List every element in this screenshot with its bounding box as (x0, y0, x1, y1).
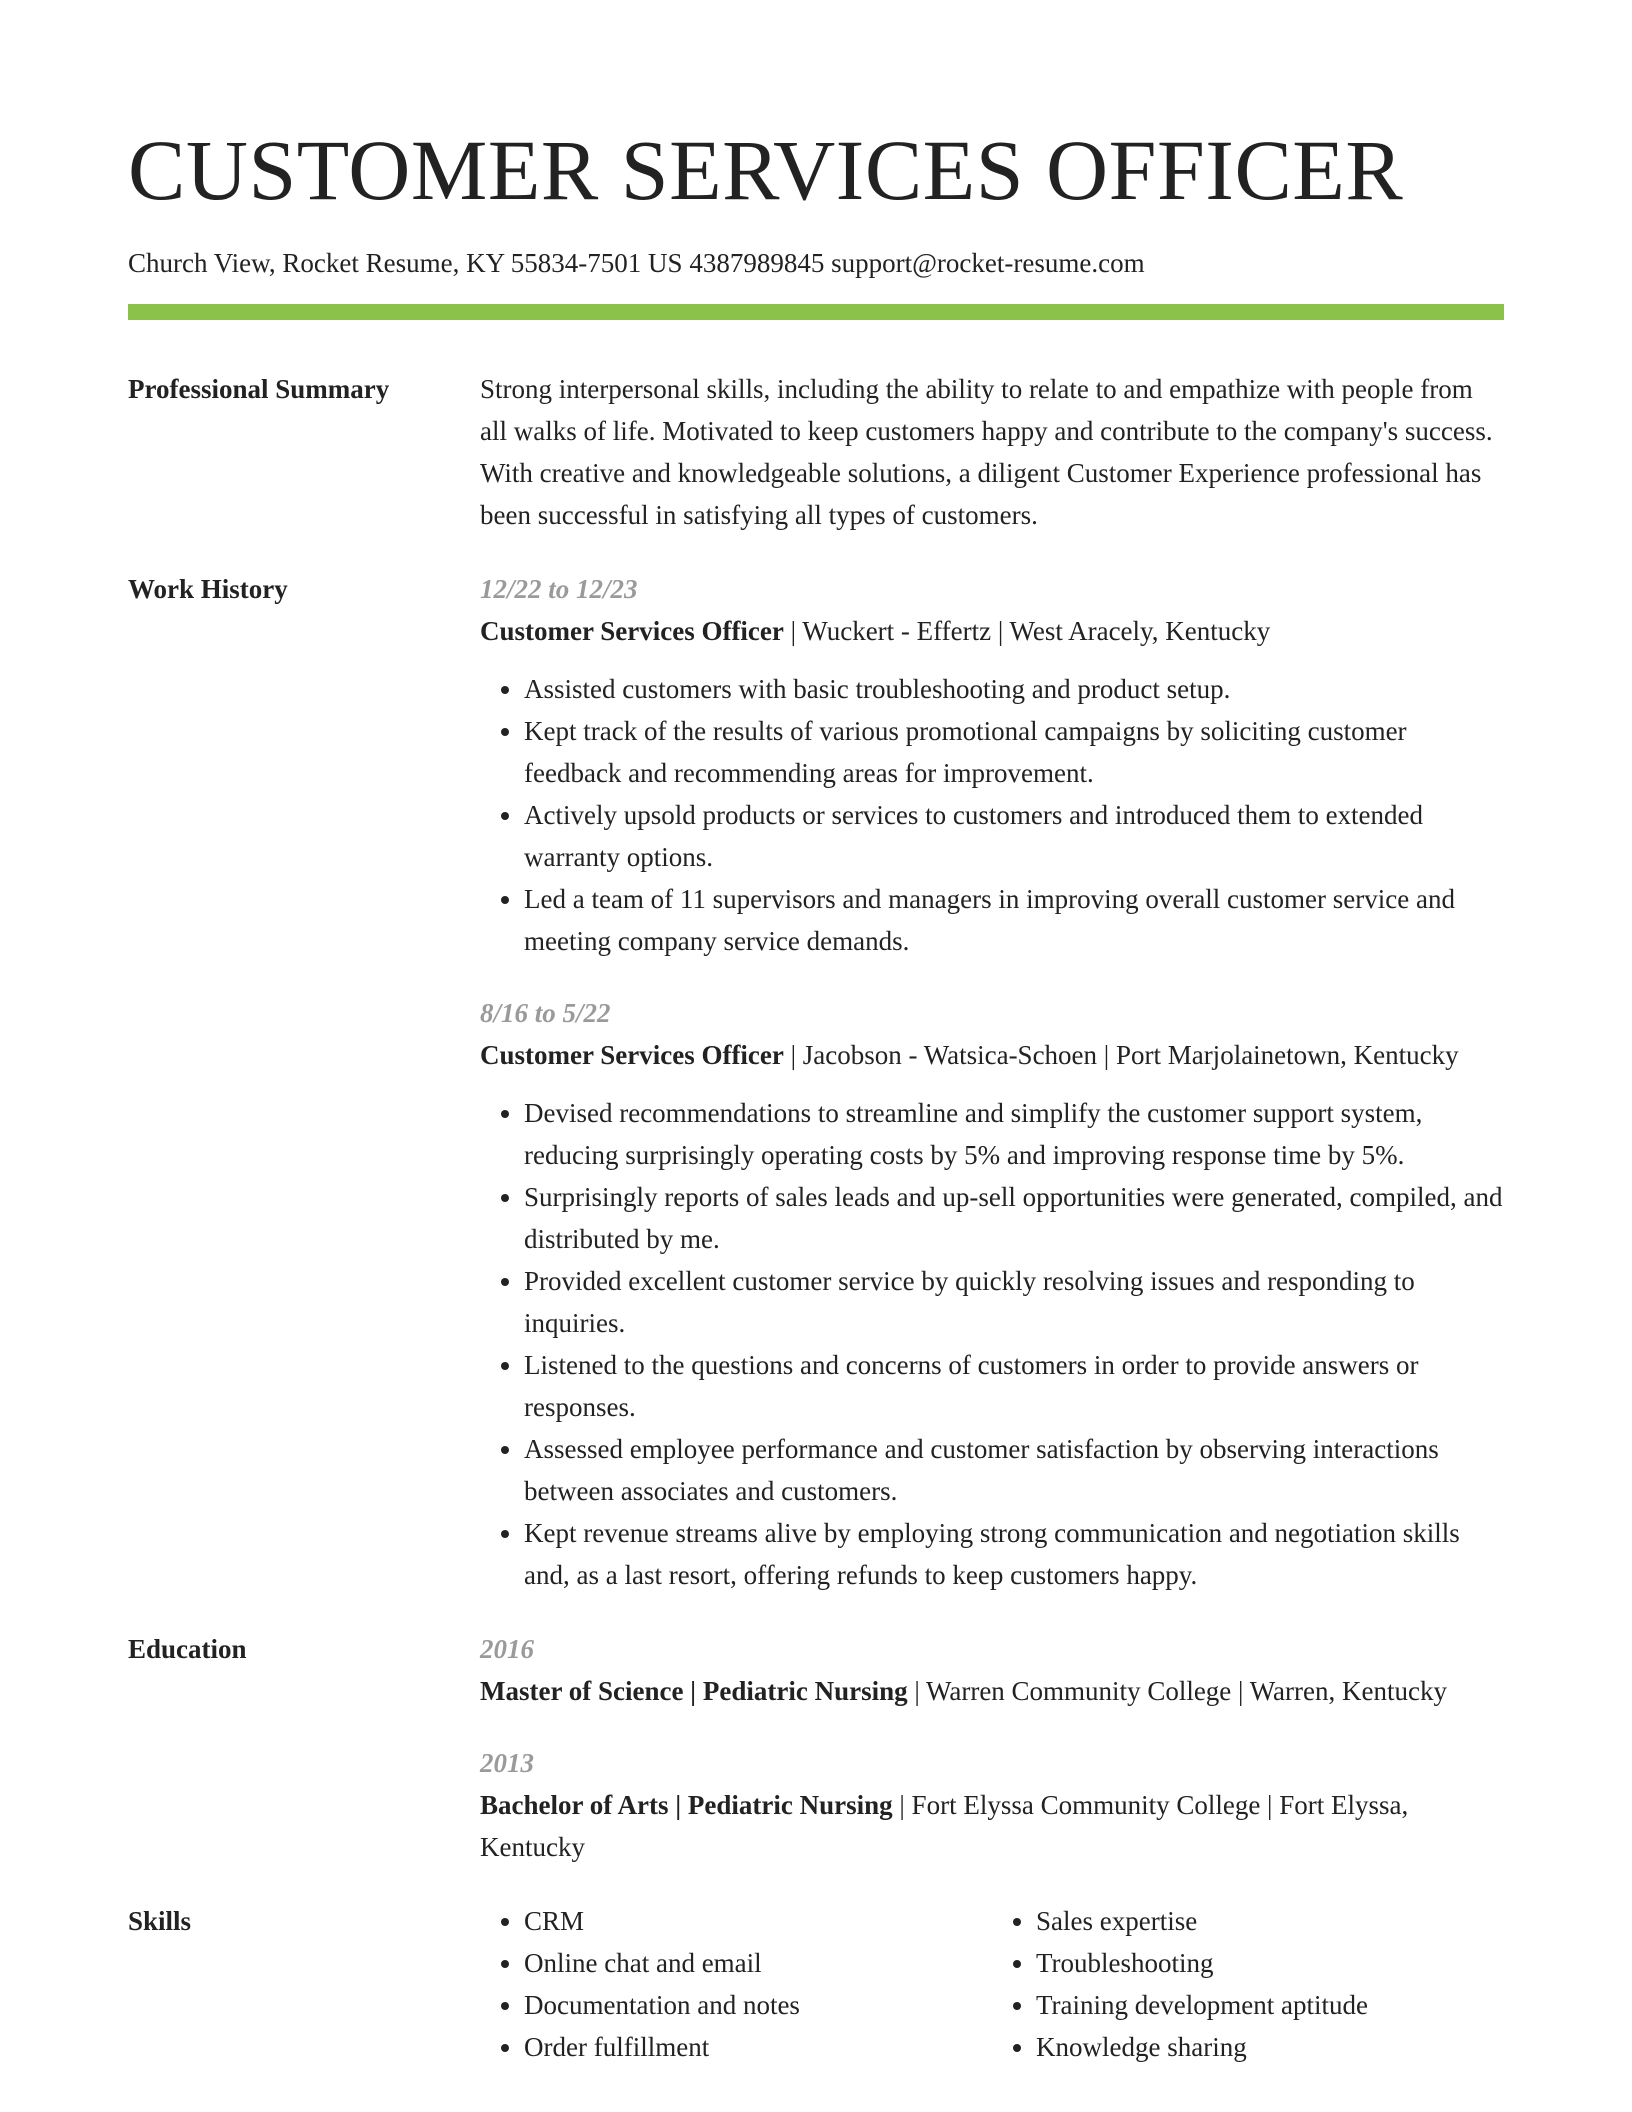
work-entry (480, 992, 1504, 1596)
skills-list-left (480, 1900, 992, 2068)
work-entry-details: | Wuckert - Effertz | West Aracely, Kentucky (783, 616, 1271, 646)
education-entry-date: 2016 (480, 1634, 534, 1664)
list-item: • Documentation and notes (524, 1984, 992, 2026)
accent-divider (128, 304, 1504, 320)
list-item: • Actively upsold products or services to customers and introduced them to extended warranty options. (524, 794, 1504, 878)
list-item: • Listened to the questions and concerns of customers in order to provide answers or responses. (524, 1344, 1504, 1428)
work-entry (480, 568, 1504, 962)
skills-column-left (480, 1900, 992, 2068)
education-entry-heading (480, 1670, 1504, 1712)
resume-name: CUSTOMER SERVICES OFFICER (128, 122, 1404, 218)
list-item: • Kept revenue streams alive by employing strong communication and negotiation skills and, as a last resort, offering refunds to keep customers happy. (524, 1512, 1504, 1596)
section-title-work-history: Work History (128, 574, 288, 604)
education-entry (480, 1742, 1504, 1868)
work-entry-details: | Jacobson - Watsica-Schoen | Port Marjolainetown, Kentucky (783, 1040, 1459, 1070)
work-entry-heading (480, 610, 1504, 652)
education-entry-date: 2013 (480, 1748, 534, 1778)
work-entry-role: Customer Services Officer (480, 1040, 784, 1070)
section-title-summary: Professional Summary (128, 374, 390, 404)
work-entry-role: Customer Services Officer (480, 616, 784, 646)
education-entry-details: | Fort Elyssa Community College | Fort Elyssa, Kentucky (480, 1790, 1409, 1862)
work-entry-bullets (480, 668, 1504, 962)
list-item: • Assisted customers with basic troubleshooting and product setup. (524, 668, 1504, 710)
list-item: • Assessed employee performance and customer satisfaction by observing interactions between associates and customers. (524, 1428, 1504, 1512)
list-item: • Led a team of 11 supervisors and managers in improving overall customer service and meeting company service demands. (524, 878, 1504, 962)
skills-list-right (992, 1900, 1504, 2068)
work-entry-bullets (480, 1092, 1504, 1596)
education-entry-heading (480, 1784, 1504, 1868)
list-item: • Devised recommendations to streamline and simplify the customer support system, reducing surprisingly operating costs by 5% and improving response time by 5%. (524, 1092, 1504, 1176)
list-item: • Troubleshooting (1036, 1942, 1504, 1984)
work-history-section (128, 568, 1504, 1596)
list-item: • Knowledge sharing (1036, 2026, 1504, 2068)
list-item: • Surprisingly reports of sales leads and up-sell opportunities were generated, compiled, and distributed by me. (524, 1176, 1504, 1260)
section-title-skills: Skills (128, 1906, 192, 1936)
work-entry-date: 8/16 to 5/22 (480, 998, 611, 1028)
resume-page (128, 0, 1504, 2068)
education-entry-details: | Warren Community College | Warren, Kentucky (907, 1676, 1447, 1706)
list-item: • Sales expertise (1036, 1900, 1504, 1942)
list-item: • Online chat and email (524, 1942, 992, 1984)
work-entry-date: 12/22 to 12/23 (480, 574, 638, 604)
skills-column-right (992, 1900, 1504, 2068)
summary-text: Strong interpersonal skills, including the ability to relate to and empathize with people from all walks of life. Motivated to keep customers happy and contribute to the company's success. With creative and knowledgeable solutions, a diligent Customer Experience professional has been successful in satisfying all types of customers. (480, 374, 1493, 530)
education-entry-degree: Master of Science | Pediatric Nursing (480, 1676, 908, 1706)
education-section (128, 1628, 1504, 1868)
list-item: • CRM (524, 1900, 992, 1942)
summary-section (128, 368, 1504, 536)
contact-line: Church View, Rocket Resume, KY 55834-7501 US 4387989845 support@rocket-resume.com (128, 248, 1145, 278)
education-entry (480, 1628, 1504, 1712)
list-item: • Training development aptitude (1036, 1984, 1504, 2026)
list-item: • Order fulfillment (524, 2026, 992, 2068)
list-item: • Kept track of the results of various promotional campaigns by soliciting customer feedback and recommending areas for improvement. (524, 710, 1504, 794)
skills-columns (480, 1900, 1504, 2068)
section-title-education: Education (128, 1634, 247, 1664)
skills-section (128, 1900, 1504, 2068)
work-entry-heading (480, 1034, 1504, 1076)
education-entry-degree: Bachelor of Arts | Pediatric Nursing (480, 1790, 893, 1820)
list-item: • Provided excellent customer service by quickly resolving issues and responding to inquiries. (524, 1260, 1504, 1344)
